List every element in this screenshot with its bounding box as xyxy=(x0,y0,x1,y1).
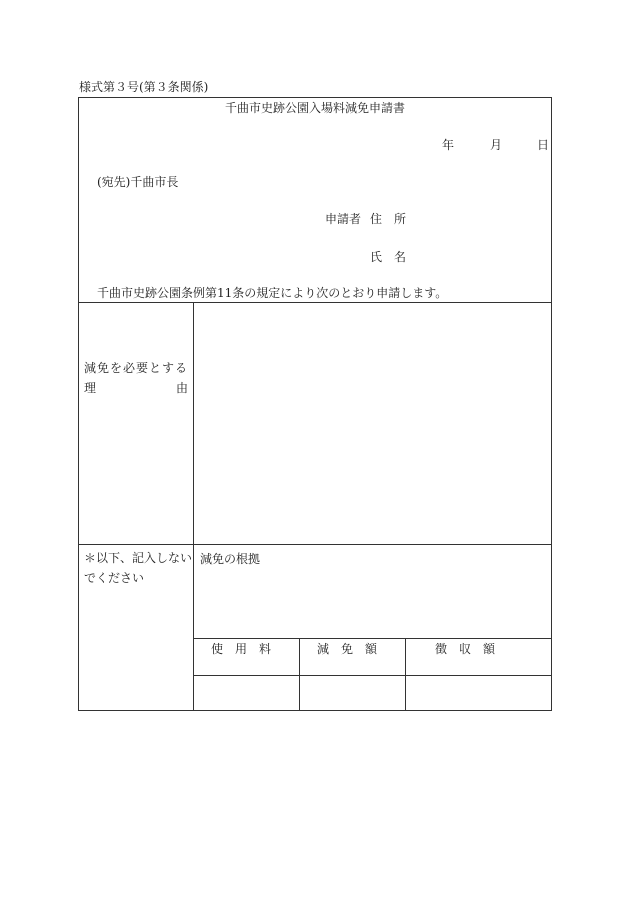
collection-amount-cell[interactable] xyxy=(406,676,551,710)
address-label: 住 所 xyxy=(370,212,407,226)
usage-fee-header: 使 用 料 xyxy=(211,642,272,656)
collection-amount-header: 徴 収 額 xyxy=(435,642,496,656)
reduction-amount-header: 減 免 額 xyxy=(317,642,378,656)
reason-label-line1: 減免を必要とする xyxy=(84,361,189,375)
basis-divider xyxy=(193,638,552,639)
form-title: 千曲市史跡公園入場料減免申請書 xyxy=(224,101,405,115)
name-label: 氏 名 xyxy=(370,250,407,264)
reason-label-ri: 理 xyxy=(84,381,97,395)
date-month-label: 月 xyxy=(490,138,503,152)
reason-label-yu: 由 xyxy=(176,381,189,395)
office-note-line1: ＊以下、記入しない xyxy=(84,551,193,565)
reason-divider xyxy=(78,544,552,545)
date-year-label: 年 xyxy=(442,138,455,152)
date-day-label: 日 xyxy=(537,138,550,152)
reason-entry-area[interactable] xyxy=(194,303,551,543)
statement: 千曲市史跡公園条例第11条の規定により次のとおり申請します。 xyxy=(97,286,448,300)
office-note-line2: でください xyxy=(84,571,145,585)
addressee: (宛先)千曲市長 xyxy=(97,175,179,189)
applicant-label: 申請者 xyxy=(325,212,362,226)
reduction-amount-cell[interactable] xyxy=(300,676,405,710)
reduction-basis-label: 減免の根拠 xyxy=(200,552,261,566)
usage-fee-cell[interactable] xyxy=(194,676,299,710)
form-number: 様式第３号(第３条関係) xyxy=(79,80,209,94)
